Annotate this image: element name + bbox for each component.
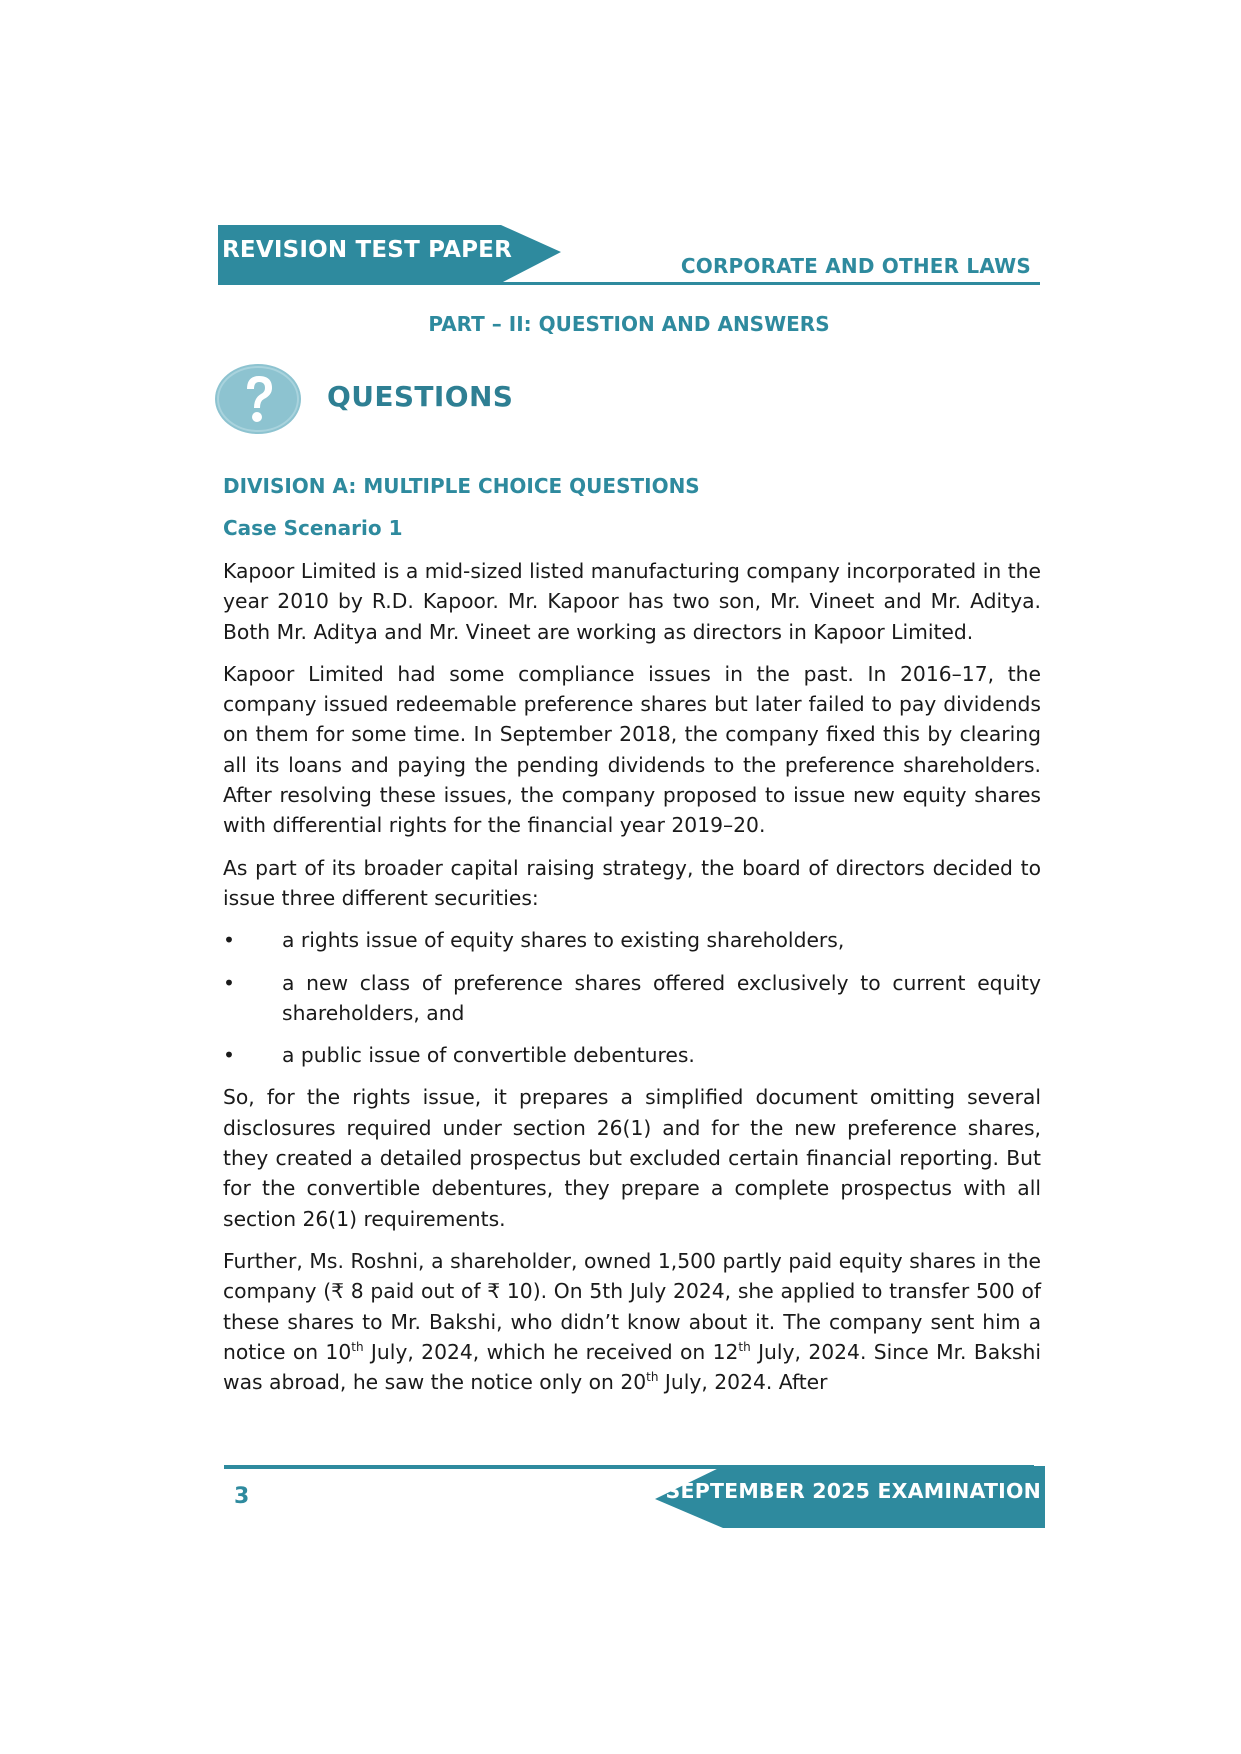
questions-heading: QUESTIONS — [327, 380, 514, 413]
paragraph: Kapoor Limited had some compliance issues in the past. In 2016–17, the company issued redeemable preference shares but later failed to pay dividends on them for some time. In September 2018, the company fixed this by clearing all its loans and paying the pending dividends to the preference shareholders. After resolving these issues, the company proposed to issue new equity shares with differential rights for the financial year 2019–20. — [223, 661, 1041, 838]
header-tab-label: REVISION TEST PAPER — [222, 237, 512, 263]
paragraph-transfer — [223, 1246, 1041, 1397]
header-tab — [218, 225, 561, 283]
paragraph: So, for the rights issue, it prepares a simplified document omitting several disclosures required under section 26(1) and for the new preference shares, they created a detailed prospectus but excluded certain financial reporting. But for the convertible debentures, they prepare a complete prospectus with all section 26(1) requirements. — [223, 1085, 1041, 1231]
list-item-text: a new class of preference shares offered exclusively to current equity shareholders, and — [282, 970, 1041, 1025]
page-number: 3 — [234, 1484, 250, 1509]
text-run: July, 2024. After — [658, 1370, 828, 1395]
paragraph: As part of its broader capital raising strategy, the board of directors decided to issue three different securities: — [223, 855, 1041, 910]
text-run: July, 2024, which he received on 12 — [363, 1339, 739, 1364]
text-run: Further, Ms. Roshni, a shareholder, owned 1,500 partly paid equity shares in the company (₹ 8 paid out of ₹ 10). On 5th July 2024, she applied to transfer 500 of these shares to Mr. Bakshi, who didn’t know about it. The company sent him a notice on 10 — [223, 1248, 1041, 1364]
header-rule — [218, 282, 1040, 285]
division-title: DIVISION A: MULTIPLE CHOICE QUESTIONS — [223, 474, 700, 498]
superscript: th — [738, 1340, 751, 1355]
superscript: th — [351, 1340, 364, 1355]
list-item-text: a rights issue of equity shares to existing shareholders, — [282, 928, 845, 953]
paragraph: Kapoor Limited is a mid-sized listed manufacturing company incorporated in the year 2010 by R.D. Kapoor. Mr. Kapoor has two son, Mr. Vineet and Mr. Aditya. Both Mr. Aditya and Mr. Vineet are working as directors in Kapoor Limited. — [223, 559, 1041, 644]
footer-tab — [655, 1466, 1045, 1528]
list-item-text: a public issue of convertible debentures. — [282, 1043, 695, 1068]
bullet-icon: • — [223, 1043, 235, 1068]
list-item — [223, 1040, 1041, 1070]
list-item — [223, 968, 1041, 1029]
case-scenario-title: Case Scenario 1 — [223, 516, 403, 540]
text-run: July, 2024. Since Mr. Bakshi was abroad, he saw the notice only on 20 — [223, 1339, 1041, 1395]
list-item — [223, 925, 1041, 955]
subject-title: CORPORATE AND OTHER LAWS — [680, 254, 1031, 278]
bullet-icon: • — [223, 928, 235, 953]
case-body — [223, 556, 1041, 1409]
exam-label: SEPTEMBER 2025 EXAMINATION — [665, 1479, 1041, 1503]
bullet-icon: • — [223, 970, 235, 995]
part-title: PART – II: QUESTION AND ANSWERS — [428, 312, 830, 336]
question-mark-icon — [214, 363, 302, 439]
superscript: th — [646, 1370, 659, 1385]
securities-list — [223, 925, 1041, 1070]
